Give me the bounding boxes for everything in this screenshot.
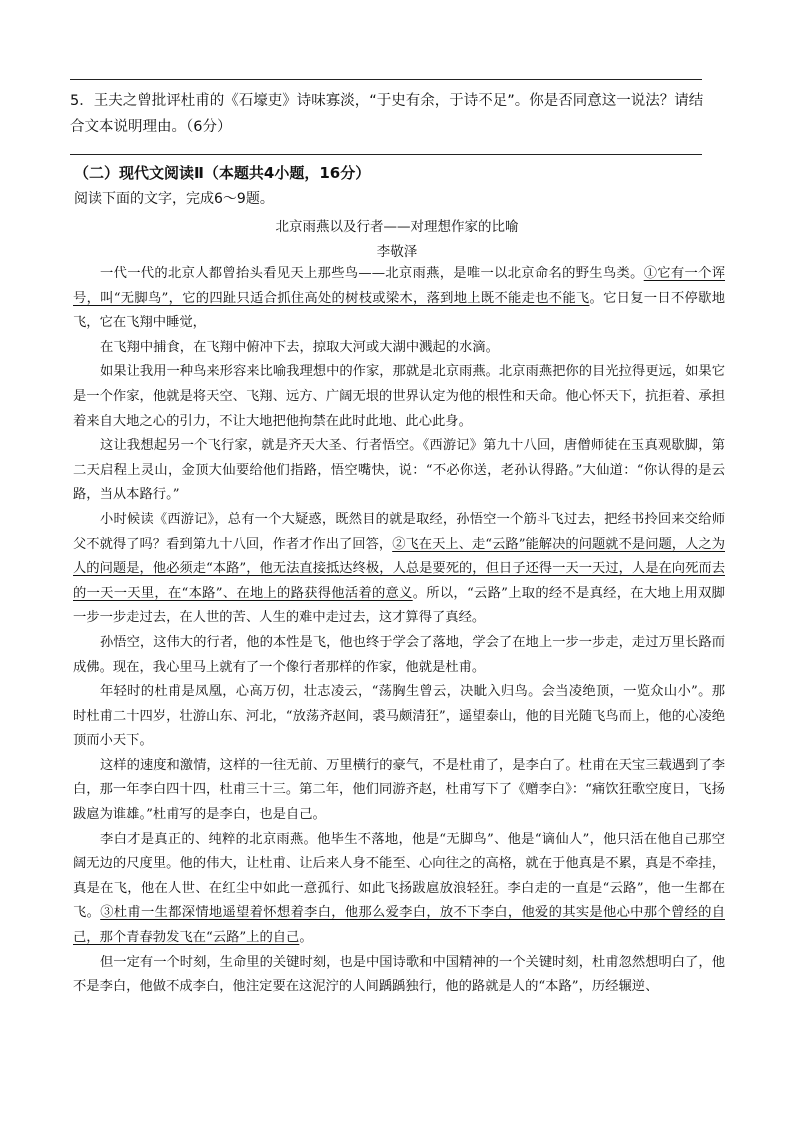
- article-body: [73, 262, 725, 1000]
- paragraph-6: 孙悟空，这伟大的行者，他的本性是飞，他也终于学会了落地，学会了在地上一步一步走，走过万里长路而成佛。现在，我心里马上就有了一个像行者那样的作家，他就是杜甫。: [73, 634, 725, 675]
- paragraph-1-text: 一代一代的北京人都曾抬头看见天上那些鸟——北京雨燕，是唯一以北京命名的野生鸟类。: [100, 266, 644, 281]
- article-title: 北京雨燕以及行者——对理想作家的比喻: [275, 219, 519, 235]
- answer-line-top: [70, 79, 702, 80]
- paragraph-1: [73, 262, 725, 336]
- paragraph-9-text: 李白才是真正的、纯粹的北京雨燕。他毕生不落地，他是“无脚鸟”、他是“谪仙人”，他只活在他自己那空阔无边的尺度里。他的伟大，让杜甫、让后来人身不能至、心向往之的高格，就在于他真是不累，真是不牵挂，真是在飞，他在人世、在红尘中如此一意孤行、如此飞扬跋扈放浪轻狂。李白走的一直是“云路”，他一生都在飞。: [73, 831, 725, 921]
- paragraph-9-tail: 。: [299, 930, 313, 946]
- paragraph-5: [73, 508, 725, 631]
- paragraph-4: 这让我想起另一个飞行家，就是齐天大圣、行者悟空。《西游记》第九十八回，唐僧师徒在玉真观歇脚，第二天启程上灵山，金顶大仙要给他们指路，悟空嘴快，说：“不必你送，老孙认得路。”大仙道：“你认得的是云路，当从本路行。”: [73, 438, 725, 503]
- section-instruction: 阅读下面的文字，完成6～9题。: [74, 191, 274, 207]
- underlined-sentence-1: ①它有一个诨号，叫“无脚鸟”，它的四趾只适合抓住高处的树枝或梁木，落到地上既不能走也不能飞: [73, 266, 726, 306]
- paragraph-5-text: 小时候读《西游记》，总有一个大疑惑，既然目的就是取经，孙悟空一个筋斗飞过去，把经书拎回来交给师父不就得了吗？看到第九十八回，作者才作出了回答，: [73, 511, 725, 552]
- answer-line-bottom: [70, 154, 702, 155]
- paragraph-9: [73, 828, 725, 951]
- paragraph-2: 在飞翔中捕食，在飞翔中俯冲下去，掠取大河或大湖中溅起的水滴。: [100, 339, 499, 355]
- underlined-sentence-2: ②飞在天上、走“云路”能解决的问题就不是问题，人之为人的问题是，他必须走“本路”，他无法直接抵达终极，人总是要死的，但日子还得一天一天过，人是在向死而去的一天一天里，在“本路”、在地上的路获得他活着的意义: [73, 536, 725, 601]
- paragraph-8: 这样的速度和激情，这样的一往无前、万里横行的豪气，不是杜甫了，是李白了。杜甫在天宝三载遇到了李白，那一年李白四十四，杜甫三十三。第二年，他们同游齐赵，杜甫写下了《赠李白》：“痛饮狂歌空度日，飞扬跋扈为谁雄。”杜甫写的是李白，也是自己。: [73, 757, 725, 823]
- paragraph-7: 年轻时的杜甫是凤凰，心高万仞，壮志凌云，“荡胸生曾云，决眦入归鸟。会当凌绝顶，一览众山小”。那时杜甫二十四岁，壮游山东、河北，“放荡齐赵间，裘马颇清狂”，遥望泰山，他的目光随飞鸟而上，他的心凌绝顶而小天下。: [73, 684, 725, 749]
- question-5: 5．王夫之曾批评杜甫的《石壕吏》诗味寡淡，“于史有余，于诗不足”。你是否同意这一说法？请结合文本说明理由。（6分）: [70, 93, 704, 135]
- paragraph-3: 如果让我用一种鸟来形容来比喻我理想中的作家，那就是北京雨燕。北京雨燕把你的目光拉得更远，如果它是一个作家，他就是将天空、飞翔、远方、广阔无垠的世界认定为他的根性和天命。他心怀天下，抗拒着、承担着来自大地之心的引力，不让大地把他拘禁在此时此地、此心此身。: [73, 364, 725, 429]
- paragraph-1-tail: 。它日复一日不停歇地飞，它在飞翔中睡觉，: [73, 290, 725, 331]
- paragraph-5-tail: 。所以，“云路”上取的经不是真经，在大地上用双脚一步一步走过去，在人世的苦、人生的难中走过去，这才算得了真经。: [73, 585, 725, 626]
- section-heading: （二）现代文阅读Ⅱ（本题共4小题，16分）: [74, 164, 371, 182]
- underlined-sentence-3: ③杜甫一生都深情地遥望着怀想着李白，他那么爱李白，放不下李白，他爱的其实是他心中那个曾经的自己，那个青春勃发飞在“云路”上的自己: [73, 905, 726, 946]
- article-author: 李敬泽: [376, 244, 418, 260]
- paragraph-10: 但一定有一个时刻，生命里的关键时刻，也是中国诗歌和中国精神的一个关键时刻，杜甫忽然想明白了，他不是李白，他做不成李白，他注定要在这泥泞的人间踽踽独行，他的路就是人的“本路”，历经辗逆、: [73, 954, 725, 995]
